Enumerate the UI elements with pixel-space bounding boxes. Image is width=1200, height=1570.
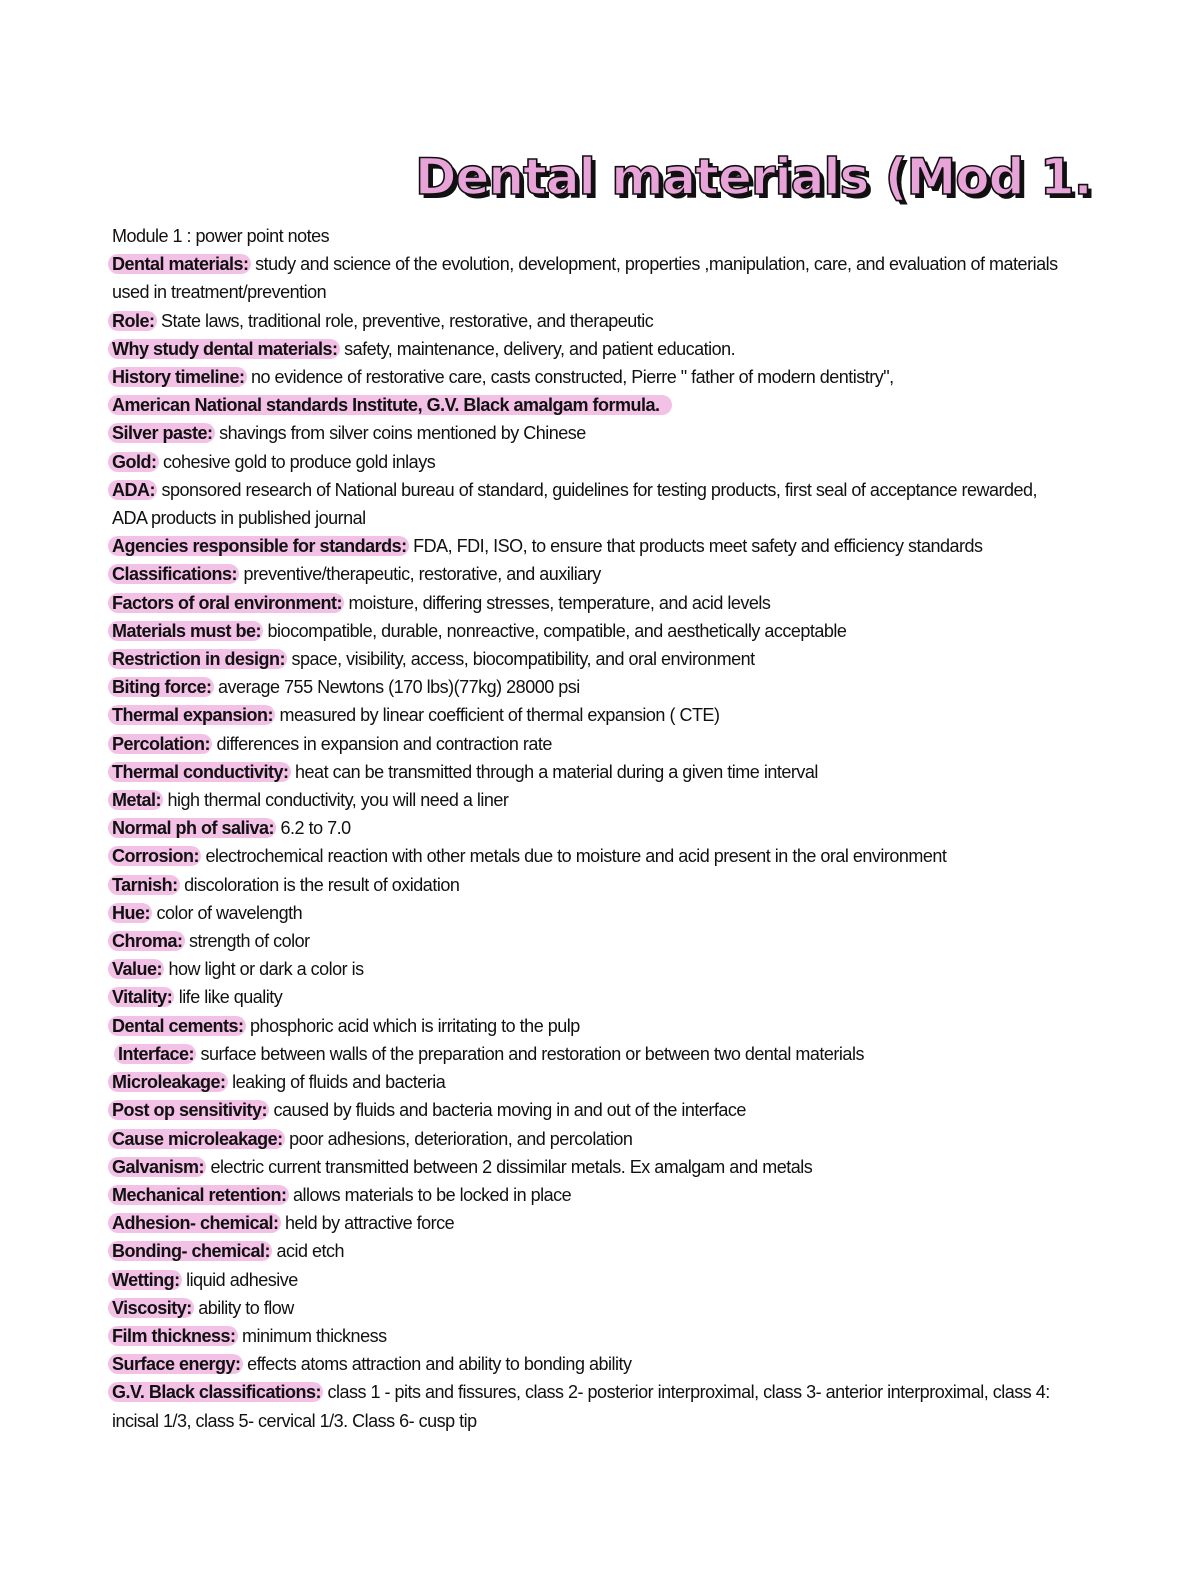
list-item xyxy=(112,617,1072,645)
note-text: average 755 Newtons (170 lbs)(77kg) 28000 psi xyxy=(213,677,580,698)
list-item xyxy=(112,899,1072,927)
note-text: sponsored research of National bureau of standard, guidelines for testing products, first seal of acceptance rewarded, ADA products in published journal xyxy=(112,479,1038,529)
note-text: safety, maintenance, delivery, and patient education. xyxy=(339,338,736,359)
note-term: Surface energy: xyxy=(108,1354,243,1374)
page-title: Dental materials (Mod 1. xyxy=(415,148,1092,206)
note-term: Normal ph of saliva: xyxy=(108,818,276,838)
list-item xyxy=(112,448,1072,476)
note-term: Factors of oral environment: xyxy=(108,593,344,613)
list-item xyxy=(112,1237,1072,1265)
note-term: Gold: xyxy=(108,452,159,472)
list-item xyxy=(112,927,1072,955)
note-term: Mechanical retention: xyxy=(108,1185,289,1205)
note-term: Role: xyxy=(108,311,157,331)
note-term: Chroma: xyxy=(108,931,185,951)
note-text: surface between walls of the preparation and restoration or between two dental materials xyxy=(196,1043,864,1064)
note-text: differences in expansion and contraction rate xyxy=(212,733,552,754)
note-term: G.V. Black classifications: xyxy=(108,1382,323,1402)
list-item xyxy=(112,1096,1072,1124)
note-text: held by attractive force xyxy=(280,1213,455,1234)
note-text: phosphoric acid which is irritating to the pulp xyxy=(245,1015,580,1036)
note-text: color of wavelength xyxy=(152,902,303,923)
note-text: life like quality xyxy=(174,987,283,1008)
note-term: Materials must be: xyxy=(108,621,263,641)
note-text: high thermal conductivity, you will need a liner xyxy=(163,790,509,811)
list-item xyxy=(112,871,1072,899)
note-text: study and science of the evolution, development, properties ,manipulation, care, and evaluation of materials used in treatment/prevention xyxy=(112,254,1058,303)
list-item xyxy=(112,532,1072,560)
note-term: Vitality: xyxy=(108,987,174,1007)
list-item xyxy=(112,1350,1072,1378)
note-text: no evidence of restorative care, casts constructed, Pierre " father of modern dentistry", xyxy=(246,367,894,388)
note-text: State laws, traditional role, preventive, restorative, and therapeutic xyxy=(156,310,654,331)
list-item xyxy=(112,589,1072,617)
list-item xyxy=(112,222,1072,250)
list-item xyxy=(112,476,1072,532)
list-item xyxy=(112,1125,1072,1153)
list-item xyxy=(112,1068,1072,1096)
note-term: Agencies responsible for standards: xyxy=(108,536,409,556)
note-text: effects atoms attraction and ability to bonding ability xyxy=(242,1354,632,1375)
note-text: ability to flow xyxy=(193,1297,294,1318)
list-item xyxy=(112,786,1072,814)
note-term: ADA: xyxy=(108,480,157,500)
note-text: FDA, FDI, ISO, to ensure that products meet safety and efficiency standards xyxy=(408,536,983,557)
note-text: cohesive gold to produce gold inlays xyxy=(158,451,436,472)
note-term: Corrosion: xyxy=(108,846,201,866)
note-term: Cause microleakage: xyxy=(108,1129,285,1149)
note-term: Percolation: xyxy=(108,734,212,754)
note-text: measured by linear coefficient of thermal expansion ( CTE) xyxy=(275,705,720,726)
note-term: Tarnish: xyxy=(108,875,180,895)
note-term: Silver paste: xyxy=(108,423,215,443)
note-text: electrochemical reaction with other metals due to moisture and acid present in the oral environment xyxy=(201,846,947,867)
note-term: Hue: xyxy=(108,903,152,923)
list-item xyxy=(112,419,1072,447)
list-item xyxy=(112,391,1072,419)
note-text: allows materials to be locked in place xyxy=(288,1184,572,1205)
list-item xyxy=(112,1378,1072,1434)
note-text: space, visibility, access, biocompatibility, and oral environment xyxy=(287,649,755,670)
list-item xyxy=(112,645,1072,673)
list-item xyxy=(112,983,1072,1011)
list-item xyxy=(112,335,1072,363)
note-text: strength of color xyxy=(184,931,310,952)
note-term: Restriction in design: xyxy=(108,649,287,669)
list-item xyxy=(112,250,1072,306)
note-term: Interface: xyxy=(114,1044,196,1064)
note-term: Dental cements: xyxy=(108,1016,246,1036)
list-item xyxy=(112,1266,1072,1294)
list-item xyxy=(112,701,1072,729)
list-item xyxy=(112,560,1072,588)
note-term: Bonding- chemical: xyxy=(108,1241,272,1261)
list-item xyxy=(112,842,1072,870)
note-term: Thermal expansion: xyxy=(108,705,275,725)
list-item xyxy=(112,363,1072,391)
note-text: discoloration is the result of oxidation xyxy=(179,874,460,895)
list-item xyxy=(112,1153,1072,1181)
list-item xyxy=(112,1209,1072,1237)
list-item xyxy=(112,1181,1072,1209)
note-text: caused by fluids and bacteria moving in and out of the interface xyxy=(269,1100,746,1121)
note-term: Thermal conductivity: xyxy=(108,762,291,782)
note-text: leaking of fluids and bacteria xyxy=(227,1072,446,1093)
note-text: minimum thickness xyxy=(237,1325,387,1346)
note-text: class 1 - pits and fissures, class 2- posterior interproximal, class 3- anterior interproximal, class 4: incisal 1/3, class 5- cervical 1/3. Class 6- cusp tip xyxy=(112,1382,1050,1431)
note-term: Viscosity: xyxy=(108,1298,194,1318)
list-item xyxy=(112,1040,1072,1068)
note-text: preventive/therapeutic, restorative, and auxiliary xyxy=(239,564,601,585)
note-term: Metal: xyxy=(108,790,163,810)
note-term: Biting force: xyxy=(108,677,214,697)
notes-list xyxy=(112,222,1072,1435)
note-text: biocompatible, durable, nonreactive, compatible, and aesthetically acceptable xyxy=(263,620,847,641)
note-text: heat can be transmitted through a material during a given time interval xyxy=(290,761,818,782)
module-heading: Module 1 : power point notes xyxy=(112,226,330,246)
note-term: Value: xyxy=(108,959,164,979)
note-term: Post op sensitivity: xyxy=(108,1100,269,1120)
note-term: Why study dental materials: xyxy=(108,339,340,359)
note-term: American National standards Institute, G.V. Black amalgam formula. xyxy=(108,395,672,415)
note-term: Film thickness: xyxy=(108,1326,238,1346)
list-item xyxy=(112,955,1072,983)
note-term: Dental materials: xyxy=(108,254,251,274)
list-item xyxy=(112,307,1072,335)
list-item xyxy=(112,758,1072,786)
list-item xyxy=(112,814,1072,842)
note-term: Adhesion- chemical: xyxy=(108,1213,281,1233)
note-term: Galvanism: xyxy=(108,1157,206,1177)
note-term: History timeline: xyxy=(108,367,247,387)
note-term: Microleakage: xyxy=(108,1072,228,1092)
note-text: poor adhesions, deterioration, and percolation xyxy=(284,1128,633,1149)
note-text: 6.2 to 7.0 xyxy=(276,818,351,839)
list-item xyxy=(112,1294,1072,1322)
list-item xyxy=(112,1322,1072,1350)
note-text: acid etch xyxy=(272,1241,345,1262)
note-text: moisture, differing stresses, temperature, and acid levels xyxy=(344,592,771,613)
note-text: liquid adhesive xyxy=(181,1269,298,1290)
list-item xyxy=(112,673,1072,701)
note-text: electric current transmitted between 2 dissimilar metals. Ex amalgam and metals xyxy=(206,1156,813,1177)
note-text: shavings from silver coins mentioned by Chinese xyxy=(214,423,586,444)
list-item xyxy=(112,1012,1072,1040)
note-term: Classifications: xyxy=(108,564,239,584)
list-item xyxy=(112,730,1072,758)
note-text: how light or dark a color is xyxy=(164,959,364,980)
note-term: Wetting: xyxy=(108,1270,182,1290)
